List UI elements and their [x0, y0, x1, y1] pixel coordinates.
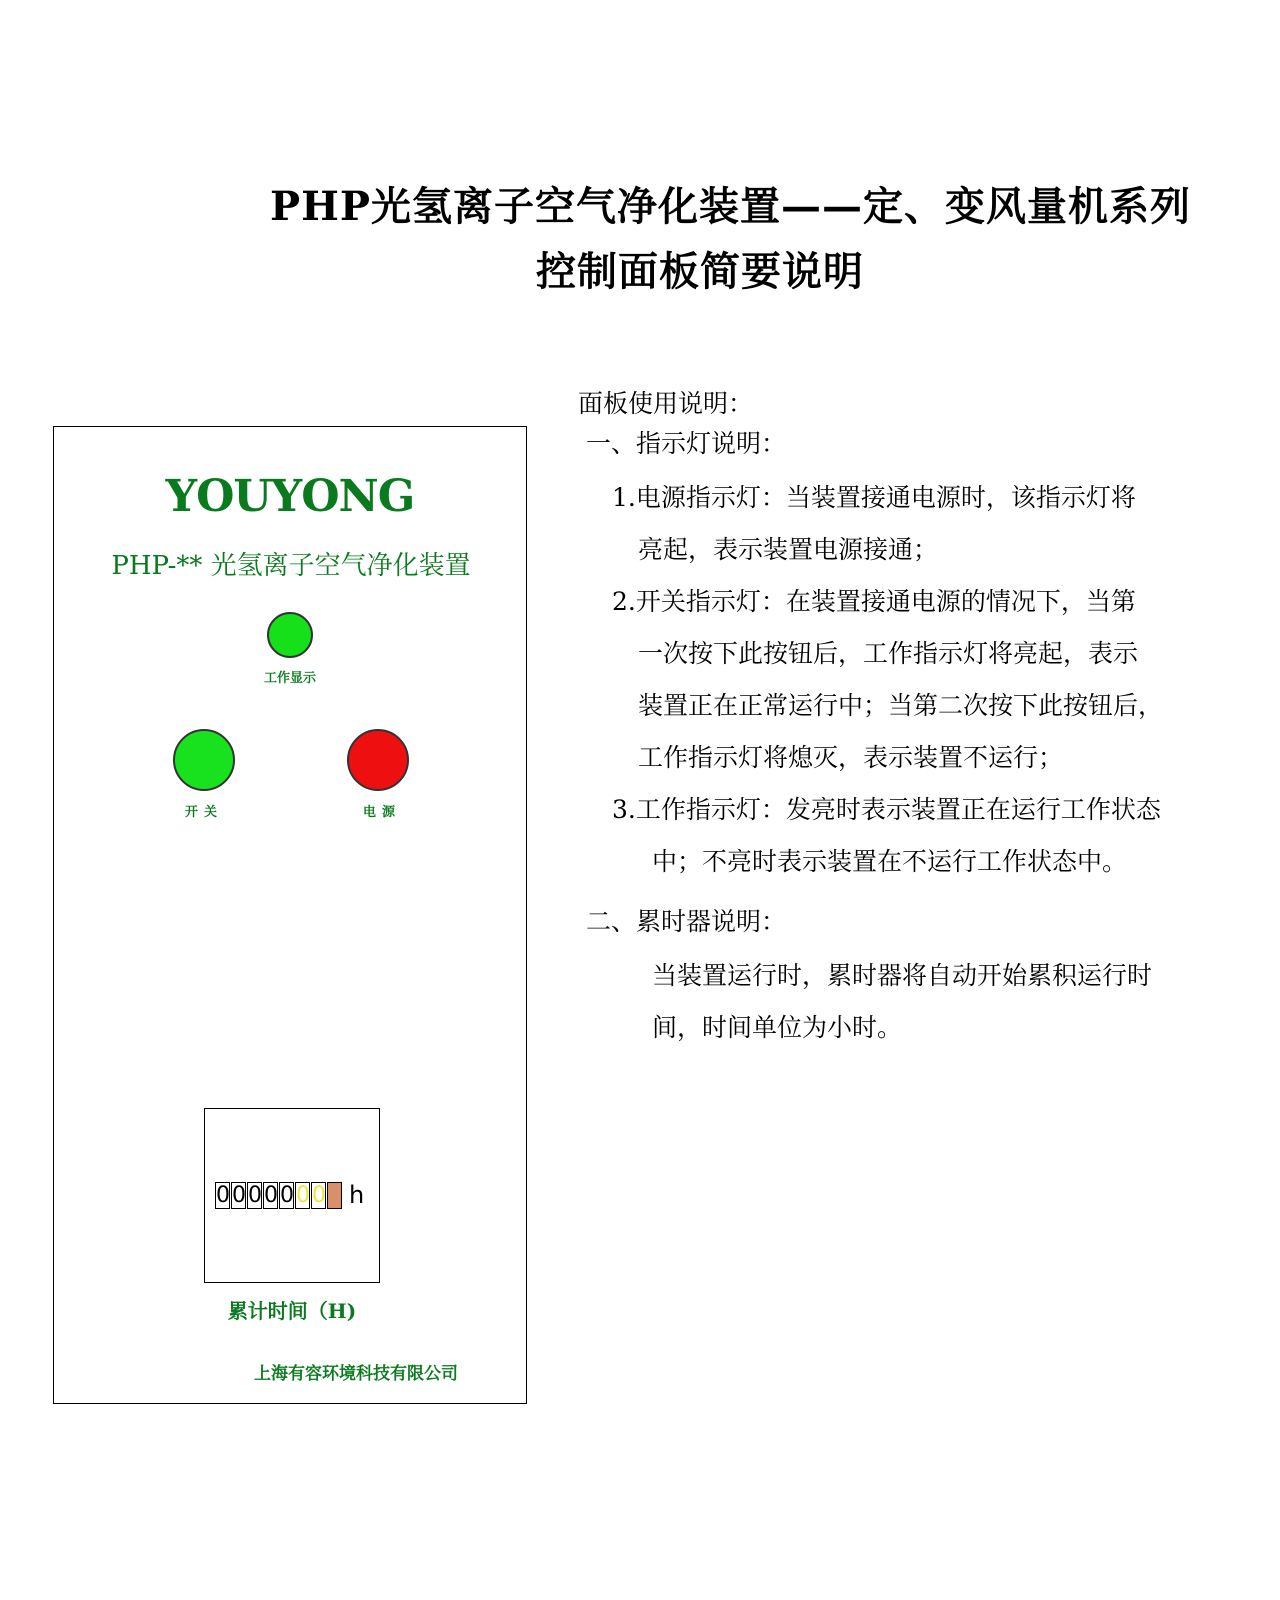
counter-digit: 0 — [312, 1182, 326, 1208]
item-switch-lamp-cont: 装置正在正常运行中；当第二次按下此按钮后， — [638, 691, 1164, 720]
counter-digit: 0 — [264, 1182, 278, 1208]
counter-digit — [327, 1182, 342, 1209]
counter-unit: h — [349, 1181, 365, 1209]
control-panel — [53, 426, 527, 1404]
document-title-line1: PHP光氢离子空气净化装置——定、变风量机系列 — [270, 183, 1191, 230]
work-indicator-label: 工作显示 — [263, 671, 316, 686]
work-indicator-lamp — [267, 612, 313, 658]
company-name: 上海有容环境科技有限公司 — [254, 1364, 458, 1384]
timer-description: 当装置运行时，累时器将自动开始累积运行时 — [652, 961, 1153, 990]
brand-logo: YOUYONG — [165, 471, 415, 522]
switch-label: 开关 — [184, 805, 223, 820]
model-name: PHP-** 光氢离子空气净化装置 — [111, 551, 471, 581]
power-indicator-lamp — [347, 729, 409, 791]
item-power-lamp: 1.电源指示灯：当装置接通电源时，该指示灯将 — [612, 483, 1136, 512]
section-heading-timer: 二、累时器说明： — [586, 907, 787, 936]
item-power-lamp-cont: 亮起，表示装置电源接通； — [638, 535, 939, 564]
item-switch-lamp-cont: 工作指示灯将熄灭，表示装置不运行； — [638, 743, 1064, 772]
power-label: 电源 — [362, 805, 401, 820]
counter-digit: 0 — [232, 1182, 246, 1208]
item-work-lamp-cont: 中；不亮时表示装置在不运行工作状态中。 — [652, 847, 1128, 876]
switch-button-lamp[interactable] — [173, 729, 235, 791]
item-switch-lamp-cont: 一次按下此按钮后，工作指示灯将亮起，表示 — [638, 639, 1139, 668]
counter-caption: 累计时间（H) — [227, 1299, 357, 1323]
section-heading-indicators: 一、指示灯说明： — [586, 429, 787, 458]
counter-digit: 0 — [248, 1182, 262, 1208]
item-work-lamp: 3.工作指示灯：发亮时表示装置正在运行工作状态 — [612, 795, 1161, 824]
counter-digit: 0 — [280, 1182, 294, 1208]
timer-description-cont: 间，时间单位为小时。 — [652, 1013, 903, 1042]
counter-digits — [215, 1181, 364, 1209]
document-title-line2: 控制面板简要说明 — [536, 248, 864, 295]
item-switch-lamp: 2.开关指示灯：在装置接通电源的情况下，当第 — [612, 587, 1136, 616]
counter-digit: 0 — [216, 1182, 230, 1208]
hour-counter — [204, 1108, 380, 1283]
counter-digit: 0 — [296, 1182, 310, 1208]
instructions-title: 面板使用说明： — [578, 389, 754, 418]
